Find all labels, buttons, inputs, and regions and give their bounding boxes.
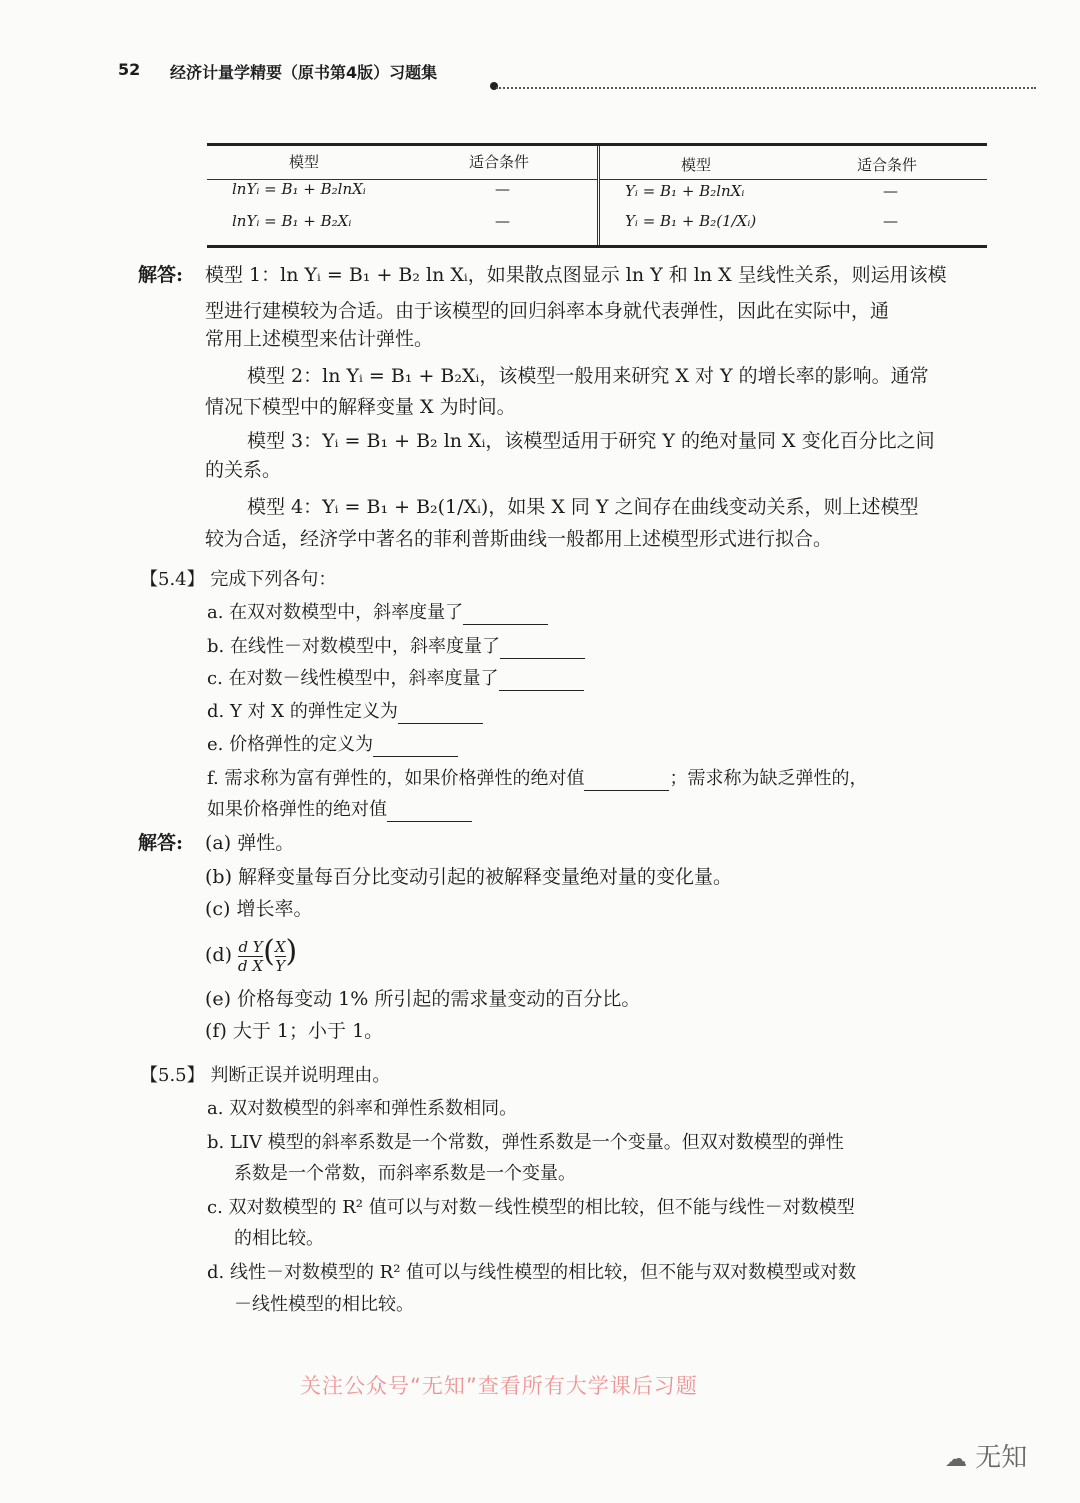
item-text: ；需求称为缺乏弹性的， [669,768,868,789]
table-cell: — [883,182,898,200]
table-header: 适合条件 [857,156,918,174]
logo-text: 无知 [975,1443,1028,1473]
question-item: 的相比较。 [234,1228,324,1249]
question-item [207,767,867,791]
answer-c: (c) 增长率。 [205,898,313,920]
answer-line: 型进行建模较为合适。由于该模型的回归斜率本身就代表弹性，因此在实际中，通 [205,300,890,322]
table-cell: — [883,212,898,230]
answer-line: 模型 1：ln Yᵢ = B₁ + B₂ ln Xᵢ，如果散点图显示 ln Y 和 ln X 呈线性关系，则运用该模 [205,264,947,286]
fraction [275,938,286,975]
question-item: b. LIV 模型的斜率系数是一个常数，弹性系数是一个变量。但双对数模型的弹性 [207,1132,844,1153]
watermark: 关注公众号“无知”查看所有大学课后习题 [300,1374,698,1398]
answer-line: 模型 4：Yᵢ = B₁ + B₂(1/Xᵢ)，如果 X 同 Y 之间存在曲线变动关系，则上述模型 [247,496,919,518]
question-item [207,733,458,757]
question-item [207,700,483,724]
answer-f: (f) 大于 1；小于 1。 [205,1020,384,1042]
question-item: c. 双对数模型的 R² 值可以与对数－线性模型的相比较，但不能与线性－对数模型 [207,1197,855,1218]
item-text: d. Y 对 X 的弹性定义为 [207,701,398,722]
table-header: 模型 [289,153,320,171]
question-item: 系数是一个常数，而斜率系数是一个变量。 [234,1163,576,1184]
divider [597,146,600,245]
table-cell: Yᵢ = B₁ + B₂(1/Xᵢ) [625,212,757,230]
answer-line: 较为合适，经济学中著名的菲利普斯曲线一般都用上述模型形式进行拟合。 [205,528,833,550]
question-item [207,667,584,691]
table-cell: — [495,212,510,230]
table-cell: Yᵢ = B₁ + B₂lnXᵢ [625,182,745,200]
model-table [207,143,987,248]
blank [584,772,669,791]
fraction [238,938,263,975]
book-title: 经济计量学精要（原书第4版）习题集 [170,63,438,82]
answer-a: (a) 弹性。 [205,832,295,854]
divider [600,179,987,180]
item-text: a. 在双对数模型中，斜率度量了 [207,602,464,623]
item-text: f. 需求称为富有弹性的，如果价格弹性的绝对值 [207,768,585,789]
page-number: 52 [118,60,141,79]
item-text: c. 在对数－线性模型中，斜率度量了 [207,668,499,689]
table-header: 适合条件 [469,153,530,171]
item-text: 如果价格弹性的绝对值 [207,799,387,820]
denominator: d X [238,956,264,975]
question-item [207,798,472,822]
answer-label: 解答: [138,832,184,854]
answer-line: 常用上述模型来估计弹性。 [205,328,434,350]
answer-d: (d) $\frac{\text{d Y}}{\text{d X}}$ ( $\frac{X}{Y}$ ) [205,934,298,975]
answer-line: 模型 2：ln Yᵢ = B₁ + B₂Xᵢ，该模型一般用来研究 X 对 Y 的增长率的影响。通常 [247,365,929,387]
question-5-4-title: 【5.4】 完成下列各句： [140,569,337,590]
table-cell: lnYᵢ = B₁ + B₂lnXᵢ [232,180,366,198]
blank [373,738,458,757]
blank [387,803,472,822]
numerator: X [274,937,286,956]
question-item: a. 双对数模型的斜率和弹性系数相同。 [207,1098,518,1119]
question-item [207,635,585,659]
question-item [207,601,548,625]
blank [500,640,585,659]
item-text: e. 价格弹性的定义为 [207,734,374,755]
answer-d-label: (d) [205,944,232,966]
table-cell: — [495,180,510,198]
answer-label: 解答: [138,264,184,286]
numerator: d Y [238,937,263,956]
question-item: d. 线性－对数模型的 R² 值可以与线性模型的相比较，但不能与双对数模型或对数 [207,1262,857,1283]
table-cell: lnYᵢ = B₁ + B₂Xᵢ [232,212,352,230]
header-dotted-rule [496,87,1036,89]
answer-line: 情况下模型中的解释变量 X 为时间。 [205,396,516,418]
wechat-logo [945,1437,1027,1474]
answer-e: (e) 价格每变动 1% 所引起的需求量变动的百分比。 [205,988,641,1010]
item-text: b. 在线性－对数模型中，斜率度量了 [207,636,500,657]
question-item: －线性模型的相比较。 [234,1294,414,1315]
question-5-5-title: 【5.5】 判断正误并说明理由。 [140,1065,391,1086]
denominator: Y [275,956,286,975]
blank [398,705,483,724]
blank [499,672,584,691]
table-header: 模型 [681,156,712,174]
wechat-icon: ☁ [945,1447,967,1472]
answer-line: 的关系。 [205,459,282,481]
answer-b: (b) 解释变量每百分比变动引起的被解释变量绝对量的变化量。 [205,866,733,888]
answer-line: 模型 3：Yᵢ = B₁ + B₂ ln Xᵢ，该模型适用于研究 Y 的绝对量同 X 变化百分比之间 [247,430,935,452]
blank [463,606,548,625]
